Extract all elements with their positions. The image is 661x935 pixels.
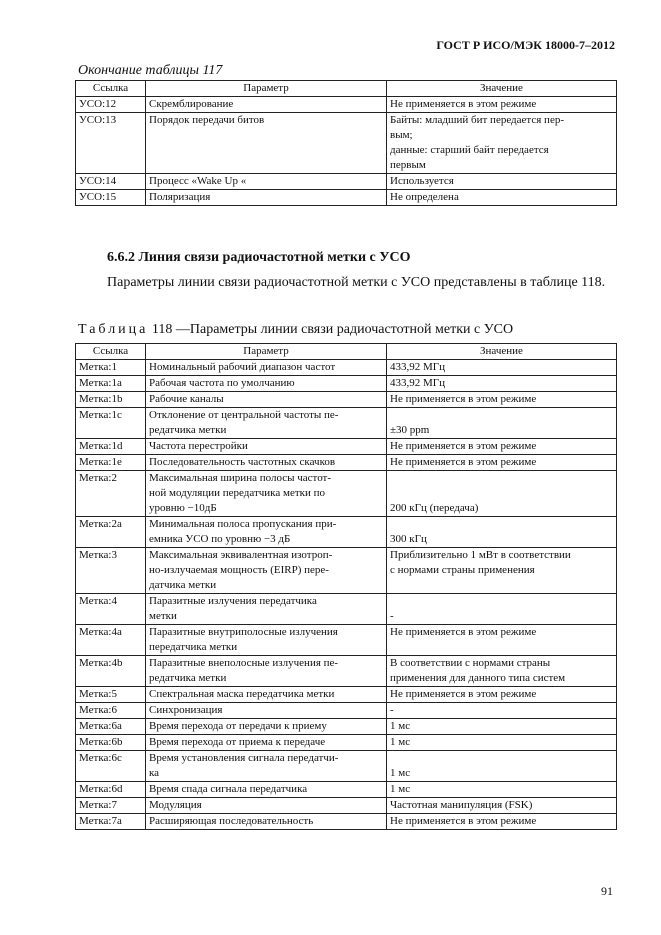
cell-ref: Метка:1d: [76, 439, 146, 455]
cell-parameter: Время спада сигнала передатчика: [146, 782, 387, 798]
cell-parameter: Скремблирование: [146, 97, 387, 113]
cell-ref: Метка:6b: [76, 735, 146, 751]
cell-parameter: Паразитные излучения передатчика метки: [146, 594, 387, 625]
cell-ref: Метка:2: [76, 471, 146, 517]
cell-ref: Метка:6: [76, 703, 146, 719]
cell-parameter: Время перехода от приема к передаче: [146, 735, 387, 751]
cell-parameter: Расширяющая последовательность: [146, 814, 387, 830]
cell-value: 433,92 МГц: [387, 376, 617, 392]
table-header-row: [76, 344, 617, 360]
table-row: [76, 625, 617, 656]
cell-value: 1 мс: [387, 719, 617, 735]
cell-ref: Метка:1c: [76, 408, 146, 439]
cell-ref: УСО:13: [76, 113, 146, 174]
table-117-caption: Окончание таблицы 117: [78, 63, 223, 78]
cell-parameter: Процесс «Wake Up «: [146, 174, 387, 190]
cell-value: Не применяется в этом режиме: [387, 455, 617, 471]
cell-value: Не применяется в этом режиме: [387, 439, 617, 455]
table-row: [76, 174, 617, 190]
cell-parameter: Время установления сигнала передатчи- ка: [146, 751, 387, 782]
column-header-ref: Ссылка: [76, 344, 146, 360]
table-row: [76, 719, 617, 735]
cell-ref: Метка:1e: [76, 455, 146, 471]
table-row: [76, 798, 617, 814]
cell-parameter: Спектральная маска передатчика метки: [146, 687, 387, 703]
table-118-caption-text: 118 —Параметры линии связи радиочастотной метки с УСО: [148, 322, 514, 337]
table-117-body: [76, 97, 617, 206]
column-header-value: Значение: [387, 344, 617, 360]
cell-ref: Метка:4a: [76, 625, 146, 656]
cell-value: Приблизительно 1 мВт в соответствии с нормами страны применения: [387, 548, 617, 594]
cell-parameter: Синхронизация: [146, 703, 387, 719]
cell-value: -: [387, 703, 617, 719]
table-row: [76, 751, 617, 782]
cell-parameter: Максимальная ширина полосы частот- ной модуляции передатчика метки по уровню −10дБ: [146, 471, 387, 517]
table-row: [76, 408, 617, 439]
table-118: [75, 343, 617, 830]
cell-parameter: Частота перестройки: [146, 439, 387, 455]
table-row: [76, 703, 617, 719]
table-row: [76, 687, 617, 703]
table-row: [76, 439, 617, 455]
table-118-caption-word: Таблица: [78, 322, 149, 337]
cell-ref: Метка:7a: [76, 814, 146, 830]
cell-ref: Метка:4: [76, 594, 146, 625]
table-row: [76, 190, 617, 206]
table-row: [76, 376, 617, 392]
cell-ref: Метка:1: [76, 360, 146, 376]
table-row: [76, 656, 617, 687]
column-header-param: Параметр: [146, 81, 387, 97]
cell-value: 300 кГц: [387, 517, 617, 548]
cell-parameter: Отклонение от центральной частоты пе- редатчика метки: [146, 408, 387, 439]
cell-parameter: Максимальная эквивалентная изотроп- но-излучаемая мощность (EIRP) пере- датчика метки: [146, 548, 387, 594]
column-header-value: Значение: [387, 81, 617, 97]
table-row: [76, 97, 617, 113]
cell-ref: Метка:4b: [76, 656, 146, 687]
table-118-caption: [78, 322, 513, 338]
cell-value: В соответствии с нормами страны применения для данного типа систем: [387, 656, 617, 687]
cell-value: -: [387, 594, 617, 625]
table-row: [76, 113, 617, 174]
table-row: [76, 455, 617, 471]
cell-ref: Метка:1b: [76, 392, 146, 408]
cell-value: 1 мс: [387, 782, 617, 798]
cell-ref: Метка:3: [76, 548, 146, 594]
table-row: [76, 392, 617, 408]
page-number: 91: [601, 884, 613, 898]
cell-parameter: Паразитные внутриполосные излучения передатчика метки: [146, 625, 387, 656]
cell-value: ±30 ppm: [387, 408, 617, 439]
cell-ref: Метка:6a: [76, 719, 146, 735]
cell-parameter: Номинальный рабочий диапазон частот: [146, 360, 387, 376]
cell-parameter: Минимальная полоса пропускания при- емника УСО по уровню −3 дБ: [146, 517, 387, 548]
column-header-ref: Ссылка: [76, 81, 146, 97]
cell-ref: УСО:15: [76, 190, 146, 206]
table-118-body: [76, 360, 617, 830]
cell-ref: УСО:14: [76, 174, 146, 190]
cell-parameter: Рабочие каналы: [146, 392, 387, 408]
cell-parameter: Порядок передачи битов: [146, 113, 387, 174]
cell-ref: Метка:1a: [76, 376, 146, 392]
table-header-row: [76, 81, 617, 97]
cell-parameter: Рабочая частота по умолчанию: [146, 376, 387, 392]
cell-value: Не применяется в этом режиме: [387, 97, 617, 113]
cell-ref: Метка:6d: [76, 782, 146, 798]
cell-value: 200 кГц (передача): [387, 471, 617, 517]
table-row: [76, 548, 617, 594]
cell-parameter: Модуляция: [146, 798, 387, 814]
cell-value: Не применяется в этом режиме: [387, 814, 617, 830]
cell-value: Байты: младший бит передается пер- вым; данные: старший байт передается первым: [387, 113, 617, 174]
column-header-param: Параметр: [146, 344, 387, 360]
section-paragraph: Параметры линии связи радиочастотной метки с УСО представлены в таблице 118.: [107, 275, 606, 290]
cell-ref: Метка:5: [76, 687, 146, 703]
cell-value: Не применяется в этом режиме: [387, 687, 617, 703]
table-row: [76, 814, 617, 830]
cell-value: Не применяется в этом режиме: [387, 392, 617, 408]
cell-value: 433,92 МГц: [387, 360, 617, 376]
cell-ref: Метка:2a: [76, 517, 146, 548]
table-row: [76, 594, 617, 625]
table-row: [76, 471, 617, 517]
cell-ref: Метка:7: [76, 798, 146, 814]
table-row: [76, 735, 617, 751]
cell-value: 1 мс: [387, 735, 617, 751]
cell-ref: УСО:12: [76, 97, 146, 113]
table-row: [76, 517, 617, 548]
cell-value: Не применяется в этом режиме: [387, 625, 617, 656]
section-title: 6.6.2 Линия связи радиочастотной метки с УСО: [107, 250, 411, 265]
cell-value: Частотная манипуляция (FSK): [387, 798, 617, 814]
cell-parameter: Последовательность частотных скачков: [146, 455, 387, 471]
document-header: ГОСТ Р ИСО/МЭК 18000-7–2012: [436, 38, 615, 52]
cell-parameter: Паразитные внеполосные излучения пе- редатчика метки: [146, 656, 387, 687]
table-117: [75, 80, 617, 206]
cell-ref: Метка:6c: [76, 751, 146, 782]
table-row: [76, 782, 617, 798]
cell-value: Используется: [387, 174, 617, 190]
cell-parameter: Время перехода от передачи к приему: [146, 719, 387, 735]
table-row: [76, 360, 617, 376]
cell-value: Не определена: [387, 190, 617, 206]
cell-parameter: Поляризация: [146, 190, 387, 206]
cell-value: 1 мс: [387, 751, 617, 782]
